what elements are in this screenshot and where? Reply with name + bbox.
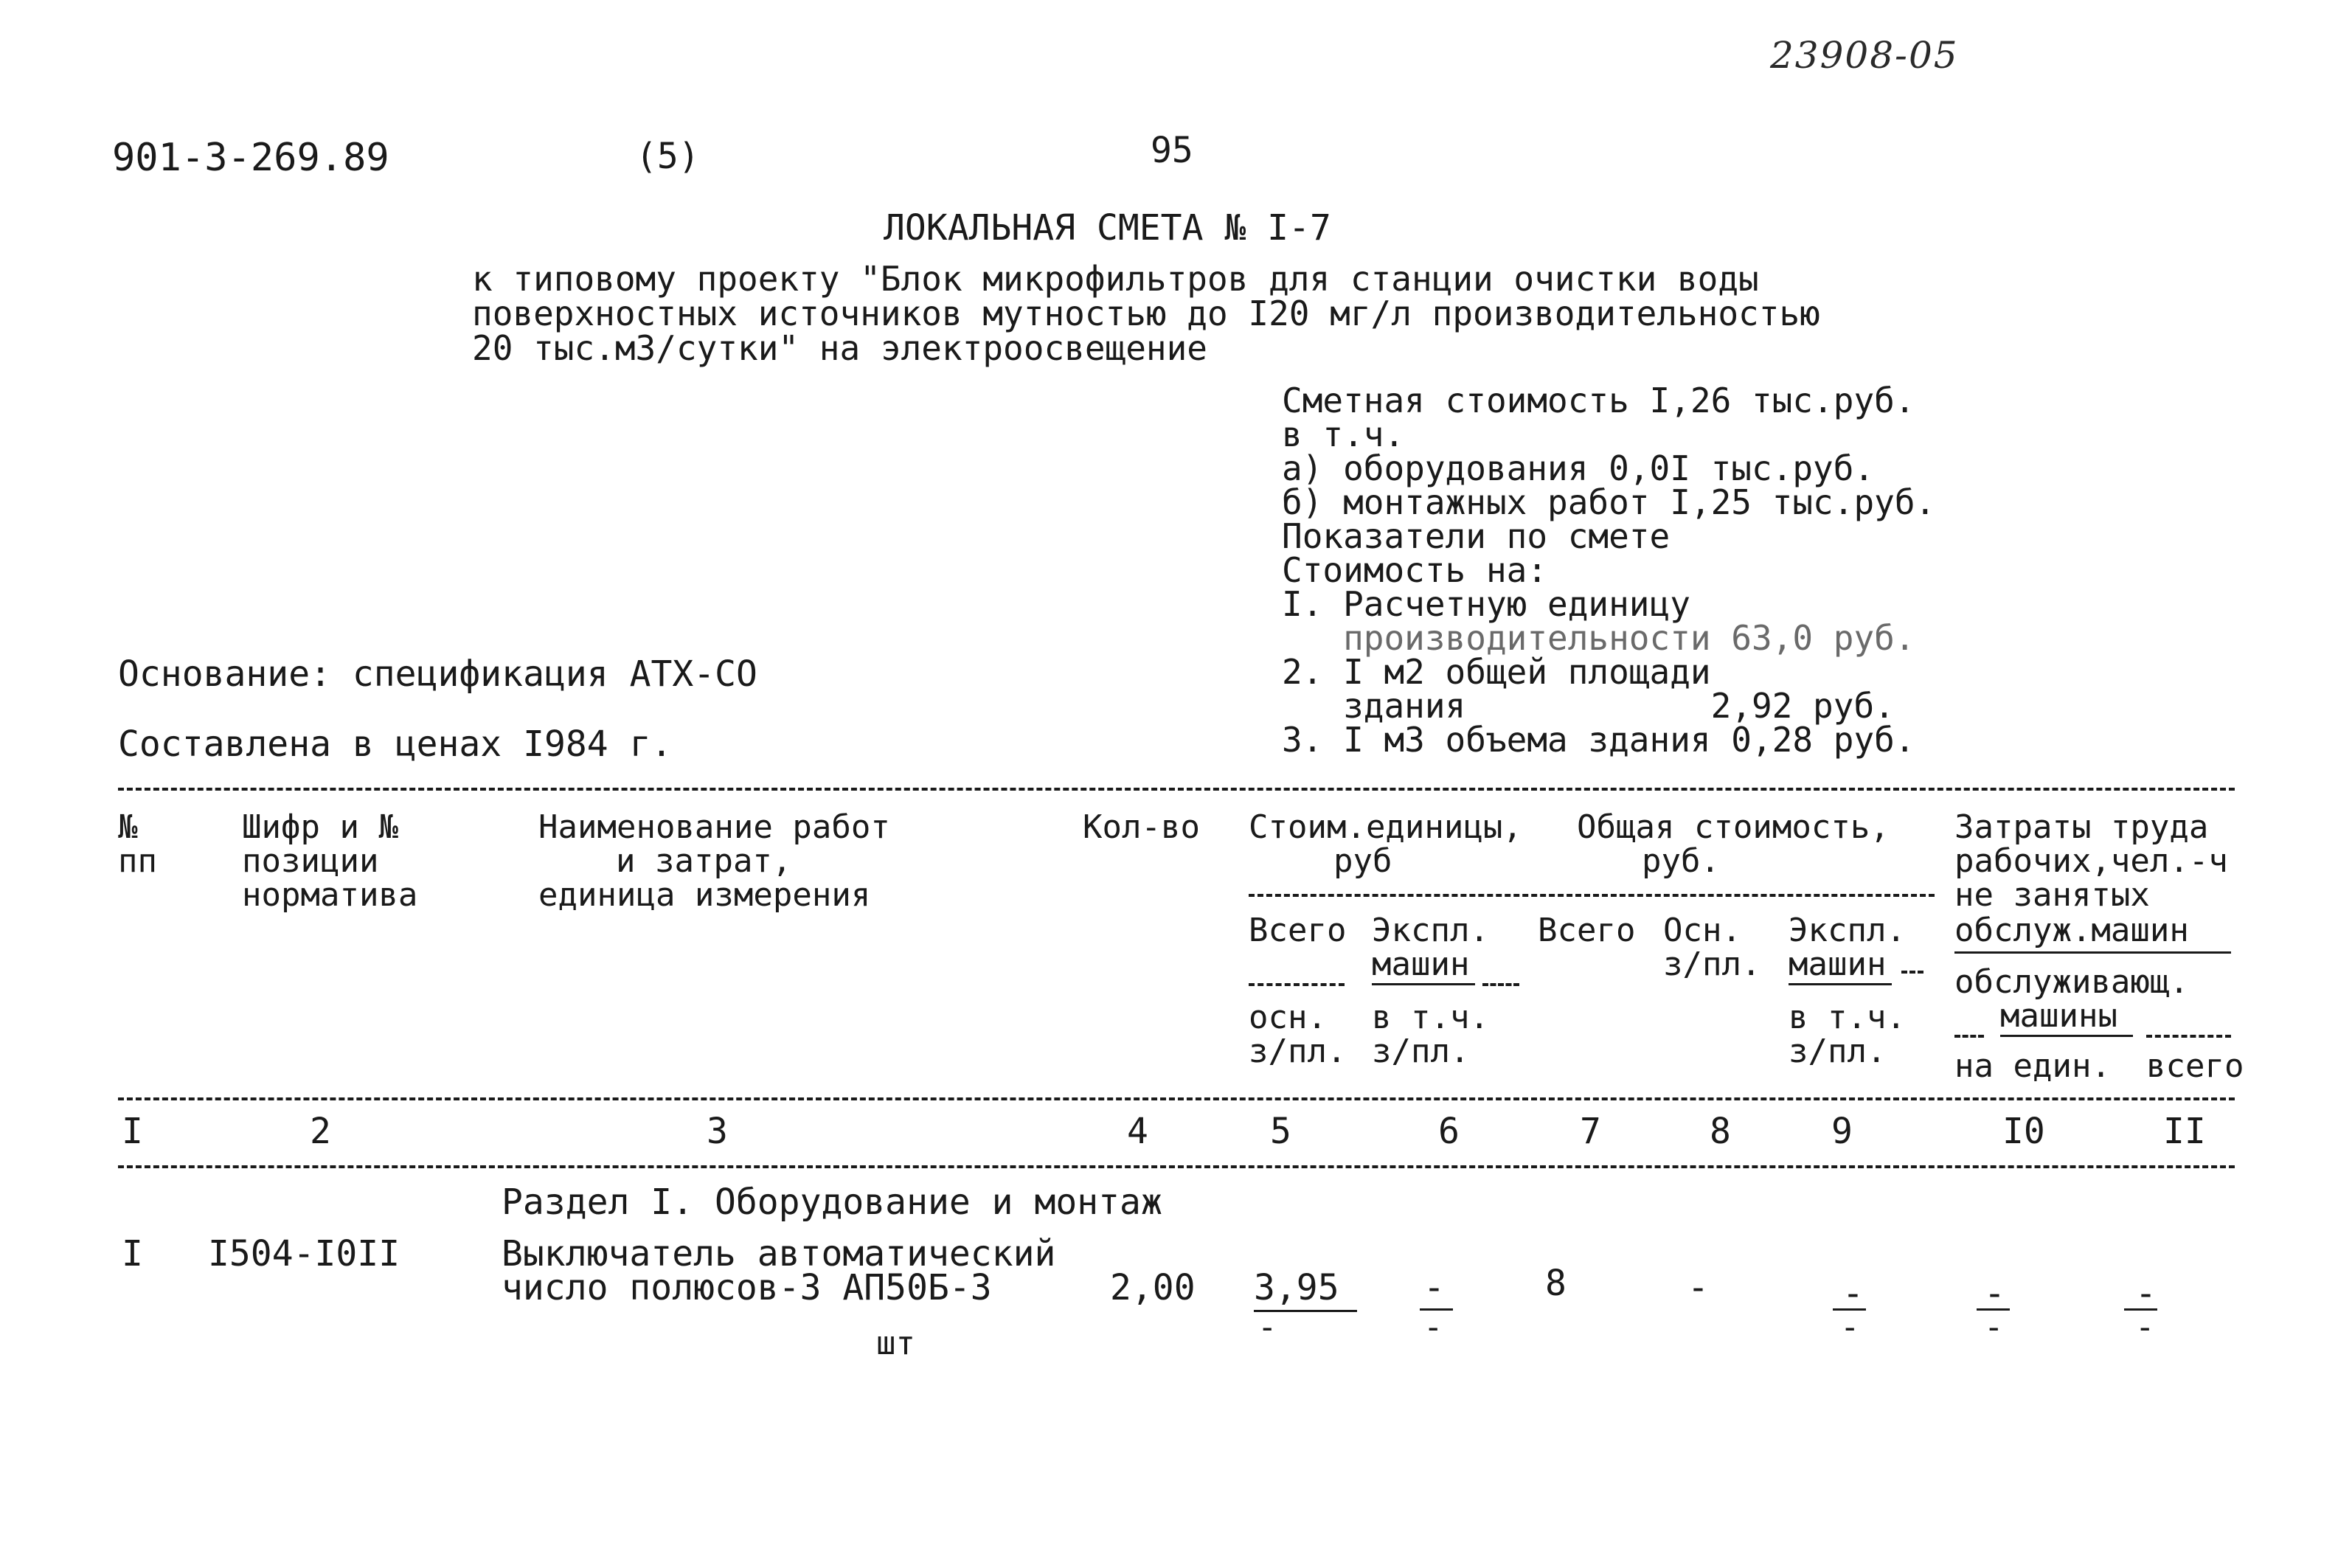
header-code: Шифр и № bbox=[242, 808, 398, 846]
header-total-base-pay: Осн. bbox=[1663, 912, 1741, 949]
underline bbox=[2000, 1035, 2133, 1037]
cost-line: 3. I м3 объема здания 0,28 руб. bbox=[1282, 720, 1915, 760]
cost-line: 2. I м2 общей площади bbox=[1282, 652, 1711, 692]
short-rule bbox=[1249, 983, 1345, 986]
column-number: 2 bbox=[310, 1111, 331, 1152]
header-unit-incl-pay: в т.ч. bbox=[1372, 999, 1489, 1036]
column-number: I0 bbox=[2002, 1111, 2045, 1152]
row-name-line: число полюсов-3 АП50Б-3 bbox=[502, 1267, 992, 1308]
header-total-total: Всего bbox=[1538, 912, 1636, 949]
row-total-total: 8 bbox=[1545, 1263, 1567, 1304]
basis-text: Основание: спецификация АТХ-СО bbox=[118, 653, 757, 695]
column-number: II bbox=[2163, 1111, 2206, 1152]
subheader-rule bbox=[1249, 894, 1935, 897]
column-number: 6 bbox=[1438, 1111, 1460, 1152]
header-code: позиции bbox=[242, 842, 379, 880]
header-unit-machines: Экспл. bbox=[1372, 912, 1489, 949]
header-total-cost: Общая стоимость, bbox=[1577, 808, 1890, 846]
cost-line: Сметная стоимость I,26 тыс.руб. bbox=[1282, 381, 1915, 420]
header-labor-per-unit: на един. bbox=[1954, 1047, 2111, 1085]
header-labor-serving: обслуживающ. bbox=[1954, 963, 2189, 1001]
page-number: 95 bbox=[1151, 130, 1193, 171]
handwritten-archive-number: 23908-05 bbox=[1770, 34, 1959, 77]
cost-line: здания 2,92 руб. bbox=[1282, 686, 1895, 726]
cost-line: в т.ч. bbox=[1282, 414, 1405, 454]
header-unit-machines: машин bbox=[1372, 946, 1470, 983]
header-total-cost: руб. bbox=[1642, 842, 1720, 880]
header-labor: не занятых bbox=[1954, 876, 2150, 914]
underline bbox=[1789, 983, 1892, 985]
row-labor-total-sub: - bbox=[2135, 1308, 2155, 1346]
header-unit-total: Всего bbox=[1249, 912, 1347, 949]
row-labor-unit: - bbox=[1984, 1273, 2005, 1314]
header-unit-base-pay: осн. bbox=[1249, 999, 1327, 1036]
short-rule bbox=[1901, 971, 1923, 974]
document-code: 901-3-269.89 bbox=[112, 136, 389, 180]
header-labor-serving: машины bbox=[2000, 997, 2117, 1035]
page-title: ЛОКАЛЬНАЯ СМЕТА № I-7 bbox=[884, 207, 1331, 249]
header-labor: рабочих,чел.-ч bbox=[1954, 842, 2228, 880]
cost-line: I. Расчетную единицу bbox=[1282, 584, 1690, 624]
header-labor: Затраты труда bbox=[1954, 808, 2209, 846]
header-total-machines: машин bbox=[1789, 946, 1887, 983]
column-number: 5 bbox=[1270, 1111, 1291, 1152]
cost-line: а) оборудования 0,0I тыс.руб. bbox=[1282, 448, 1875, 488]
header-unit-cost: Стоим.единицы, bbox=[1249, 808, 1522, 846]
section-title: Раздел I. Оборудование и монтаж bbox=[502, 1182, 1162, 1223]
subtitle-line: к типовому проекту "Блок микрофильтров для станции очистки воды bbox=[472, 259, 1759, 299]
short-rule bbox=[1954, 1035, 1984, 1038]
row-total-machines: - bbox=[1842, 1273, 1864, 1314]
header-num: № bbox=[118, 808, 138, 846]
header-name: единица измерения bbox=[538, 876, 871, 914]
row-unit-machines-sub: - bbox=[1423, 1308, 1443, 1346]
header-unit-cost: руб bbox=[1333, 842, 1392, 880]
row-unit-machines: - bbox=[1423, 1267, 1445, 1308]
underline bbox=[1372, 983, 1475, 985]
table-header-bottom-rule bbox=[118, 1097, 2235, 1100]
header-labor-service: обслуж.машин bbox=[1954, 912, 2189, 949]
header-total-machines: Экспл. bbox=[1789, 912, 1906, 949]
volume-number: (5) bbox=[636, 136, 700, 177]
header-total-incl-pay: в т.ч. bbox=[1789, 999, 1906, 1036]
cost-line: Показатели по смете bbox=[1282, 516, 1671, 556]
row-qty: 2,00 bbox=[1110, 1267, 1196, 1308]
header-unit-base-pay: з/пл. bbox=[1249, 1033, 1347, 1070]
table-body-top-rule bbox=[118, 1165, 2235, 1168]
row-labor-unit-sub: - bbox=[1984, 1308, 2004, 1346]
header-name: и затрат, bbox=[616, 842, 792, 880]
row-unit: шт bbox=[876, 1325, 915, 1362]
column-number: 8 bbox=[1710, 1111, 1731, 1152]
underline bbox=[1954, 951, 2231, 954]
subtitle-line: поверхностных источников мутностью до I20 мг/л производительностью bbox=[472, 294, 1820, 333]
row-total-base-pay: - bbox=[1687, 1267, 1709, 1308]
column-number: 4 bbox=[1127, 1111, 1148, 1152]
column-number: 7 bbox=[1580, 1111, 1601, 1152]
header-total-base-pay: з/пл. bbox=[1663, 946, 1761, 983]
subtitle-line: 20 тыс.м3/сутки" на электроосвещение bbox=[472, 328, 1207, 368]
header-labor-total: всего bbox=[2146, 1047, 2244, 1085]
row-labor-total: - bbox=[2135, 1273, 2157, 1314]
row-name-line: Выключатель автоматический bbox=[502, 1233, 1056, 1274]
column-number: 3 bbox=[707, 1111, 728, 1152]
header-unit-incl-pay: з/пл. bbox=[1372, 1033, 1470, 1070]
cost-line: производительности 63,0 руб. bbox=[1282, 618, 1915, 658]
cost-line: Стоимость на: bbox=[1282, 550, 1548, 590]
column-number: I bbox=[122, 1111, 143, 1152]
price-basis-text: Составлена в ценах I984 г. bbox=[118, 724, 673, 765]
header-code: норматива bbox=[242, 876, 418, 914]
cost-line: б) монтажных работ I,25 тыс.руб. bbox=[1282, 482, 1936, 522]
row-code: I504-I0II bbox=[208, 1233, 400, 1274]
header-name: Наименование работ bbox=[538, 808, 890, 846]
short-rule bbox=[1482, 983, 1519, 986]
table-top-rule bbox=[118, 788, 2235, 791]
header-qty: Кол-во bbox=[1083, 808, 1200, 846]
column-number: 9 bbox=[1831, 1111, 1853, 1152]
row-number: I bbox=[122, 1233, 143, 1274]
row-unit-total-sub: - bbox=[1257, 1308, 1277, 1346]
row-total-machines-sub: - bbox=[1840, 1308, 1860, 1346]
header-total-incl-pay: з/пл. bbox=[1789, 1033, 1887, 1070]
row-unit-total: 3,95 bbox=[1254, 1267, 1339, 1308]
header-num: пп bbox=[118, 842, 157, 880]
short-rule bbox=[2146, 1035, 2231, 1038]
